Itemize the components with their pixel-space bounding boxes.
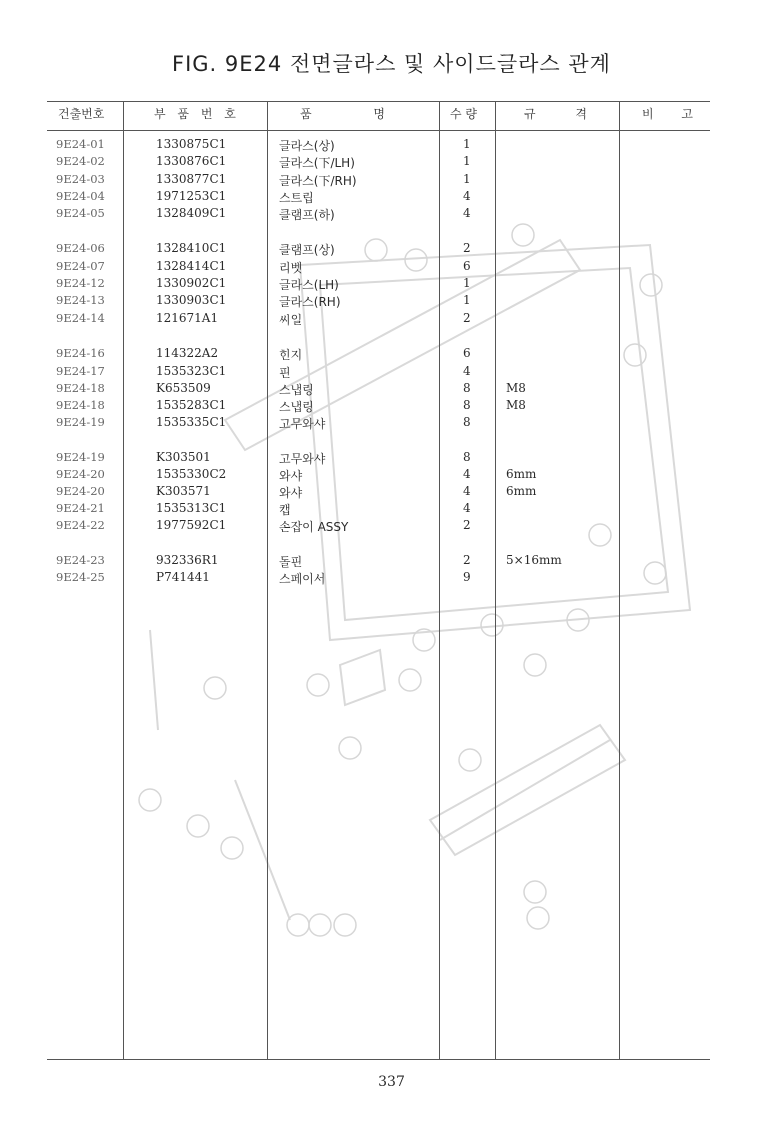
part-name: 리벳 (279, 261, 303, 275)
part-code: 9E24-13 (56, 293, 105, 307)
part-number: 1535283C1 (156, 398, 227, 412)
quantity: 4 (463, 189, 471, 203)
quantity: 4 (463, 501, 471, 515)
part-code: 9E24-12 (56, 276, 105, 290)
table-row (0, 189, 783, 206)
part-number: 1328410C1 (156, 241, 227, 255)
quantity: 6 (463, 346, 471, 360)
specification: 6mm (506, 467, 537, 481)
part-code: 9E24-03 (56, 172, 105, 186)
quantity: 1 (463, 293, 471, 307)
quantity: 1 (463, 137, 471, 151)
table-row (0, 553, 783, 570)
table-row (0, 501, 783, 518)
quantity: 2 (463, 241, 471, 255)
part-name: 글라스(下/RH) (279, 174, 357, 188)
part-name: 스트립 (279, 191, 314, 205)
table-header-divider (47, 130, 710, 131)
quantity: 1 (463, 154, 471, 168)
header-name: 품 명 (300, 107, 385, 121)
quantity: 2 (463, 553, 471, 567)
part-code: 9E24-18 (56, 398, 105, 412)
part-name: 글라스(LH) (279, 278, 339, 292)
part-number: K303571 (156, 484, 211, 498)
table-row (0, 311, 783, 328)
part-code: 9E24-21 (56, 501, 105, 515)
part-code: 9E24-14 (56, 311, 105, 325)
part-name: 와샤 (279, 469, 303, 483)
header-part-no: 부 품 번 호 (154, 107, 240, 121)
specification: 6mm (506, 484, 537, 498)
quantity: 8 (463, 381, 471, 395)
quantity: 1 (463, 172, 471, 186)
part-name: 글라스(RH) (279, 295, 341, 309)
specification: M8 (506, 381, 526, 395)
part-name: 클램프(하) (279, 208, 335, 222)
table-row (0, 381, 783, 398)
part-number: 1328409C1 (156, 206, 227, 220)
part-code: 9E24-25 (56, 570, 105, 584)
part-name: 스페이서 (279, 572, 326, 586)
table-row (0, 154, 783, 171)
part-number: 1535313C1 (156, 501, 227, 515)
part-number: 1330877C1 (156, 172, 227, 186)
table-row (0, 415, 783, 432)
part-name: 캡 (279, 503, 291, 517)
part-code: 9E24-04 (56, 189, 105, 203)
part-number: 932336R1 (156, 553, 219, 567)
part-name: 고무와샤 (279, 417, 326, 431)
header-code: 건출번호 (58, 107, 105, 121)
quantity: 4 (463, 467, 471, 481)
part-code: 9E24-07 (56, 259, 105, 273)
table-row (0, 241, 783, 258)
table-row (0, 346, 783, 363)
quantity: 2 (463, 311, 471, 325)
table-bottom-border (47, 1059, 710, 1060)
part-number: 1971253C1 (156, 189, 227, 203)
page-number: 337 (378, 1074, 405, 1090)
part-code: 9E24-17 (56, 364, 105, 378)
quantity: 8 (463, 415, 471, 429)
part-number: 1535335C1 (156, 415, 227, 429)
part-code: 9E24-22 (56, 518, 105, 532)
part-name: 스냅링 (279, 383, 314, 397)
part-number: 114322A2 (156, 346, 219, 360)
part-name: 스냅링 (279, 400, 314, 414)
specification: 5×16mm (506, 553, 562, 567)
quantity: 4 (463, 484, 471, 498)
part-number: K653509 (156, 381, 211, 395)
table-row (0, 484, 783, 501)
part-number: 121671A1 (156, 311, 219, 325)
part-number: 1330875C1 (156, 137, 227, 151)
part-name: 글라스(下/LH) (279, 156, 355, 170)
part-code: 9E24-23 (56, 553, 105, 567)
quantity: 4 (463, 364, 471, 378)
part-name: 힌지 (279, 348, 303, 362)
quantity: 1 (463, 276, 471, 290)
figure-title: FIG. 9E24 전면글라스 및 사이드글라스 관계 (172, 52, 611, 76)
part-number: P741441 (156, 570, 210, 584)
part-name: 씨일 (279, 313, 303, 327)
table-row (0, 276, 783, 293)
part-number: 1977592C1 (156, 518, 227, 532)
quantity: 8 (463, 450, 471, 464)
table-row (0, 206, 783, 223)
part-code: 9E24-19 (56, 415, 105, 429)
part-code: 9E24-19 (56, 450, 105, 464)
table-row (0, 570, 783, 587)
table-row (0, 518, 783, 535)
part-name: 손잡이 ASSY (279, 520, 349, 534)
table-row (0, 259, 783, 276)
quantity: 2 (463, 518, 471, 532)
quantity: 4 (463, 206, 471, 220)
table-row (0, 450, 783, 467)
part-code: 9E24-18 (56, 381, 105, 395)
quantity: 8 (463, 398, 471, 412)
part-number: 1535330C2 (156, 467, 227, 481)
part-number: 1330876C1 (156, 154, 227, 168)
part-number: 1535323C1 (156, 364, 227, 378)
table-row (0, 172, 783, 189)
part-code: 9E24-01 (56, 137, 105, 151)
quantity: 9 (463, 570, 471, 584)
part-number: 1330902C1 (156, 276, 227, 290)
part-name: 돌핀 (279, 555, 303, 569)
specification: M8 (506, 398, 526, 412)
part-code: 9E24-16 (56, 346, 105, 360)
part-name: 글라스(상) (279, 139, 335, 153)
table-row (0, 398, 783, 415)
table-row (0, 293, 783, 310)
table-top-border (47, 101, 710, 102)
part-code: 9E24-05 (56, 206, 105, 220)
part-number: 1330903C1 (156, 293, 227, 307)
table-row (0, 467, 783, 484)
part-number: K303501 (156, 450, 211, 464)
part-name: 와샤 (279, 486, 303, 500)
table-row (0, 364, 783, 381)
part-code: 9E24-20 (56, 467, 105, 481)
part-name: 핀 (279, 366, 291, 380)
part-number: 1328414C1 (156, 259, 227, 273)
header-qty: 수 량 (450, 107, 477, 121)
quantity: 6 (463, 259, 471, 273)
part-name: 클램프(상) (279, 243, 335, 257)
header-spec: 규 격 (524, 107, 587, 121)
part-code: 9E24-06 (56, 241, 105, 255)
header-note: 비 고 (642, 107, 693, 121)
table-row (0, 137, 783, 154)
part-code: 9E24-20 (56, 484, 105, 498)
part-code: 9E24-02 (56, 154, 105, 168)
part-name: 고무와샤 (279, 452, 326, 466)
